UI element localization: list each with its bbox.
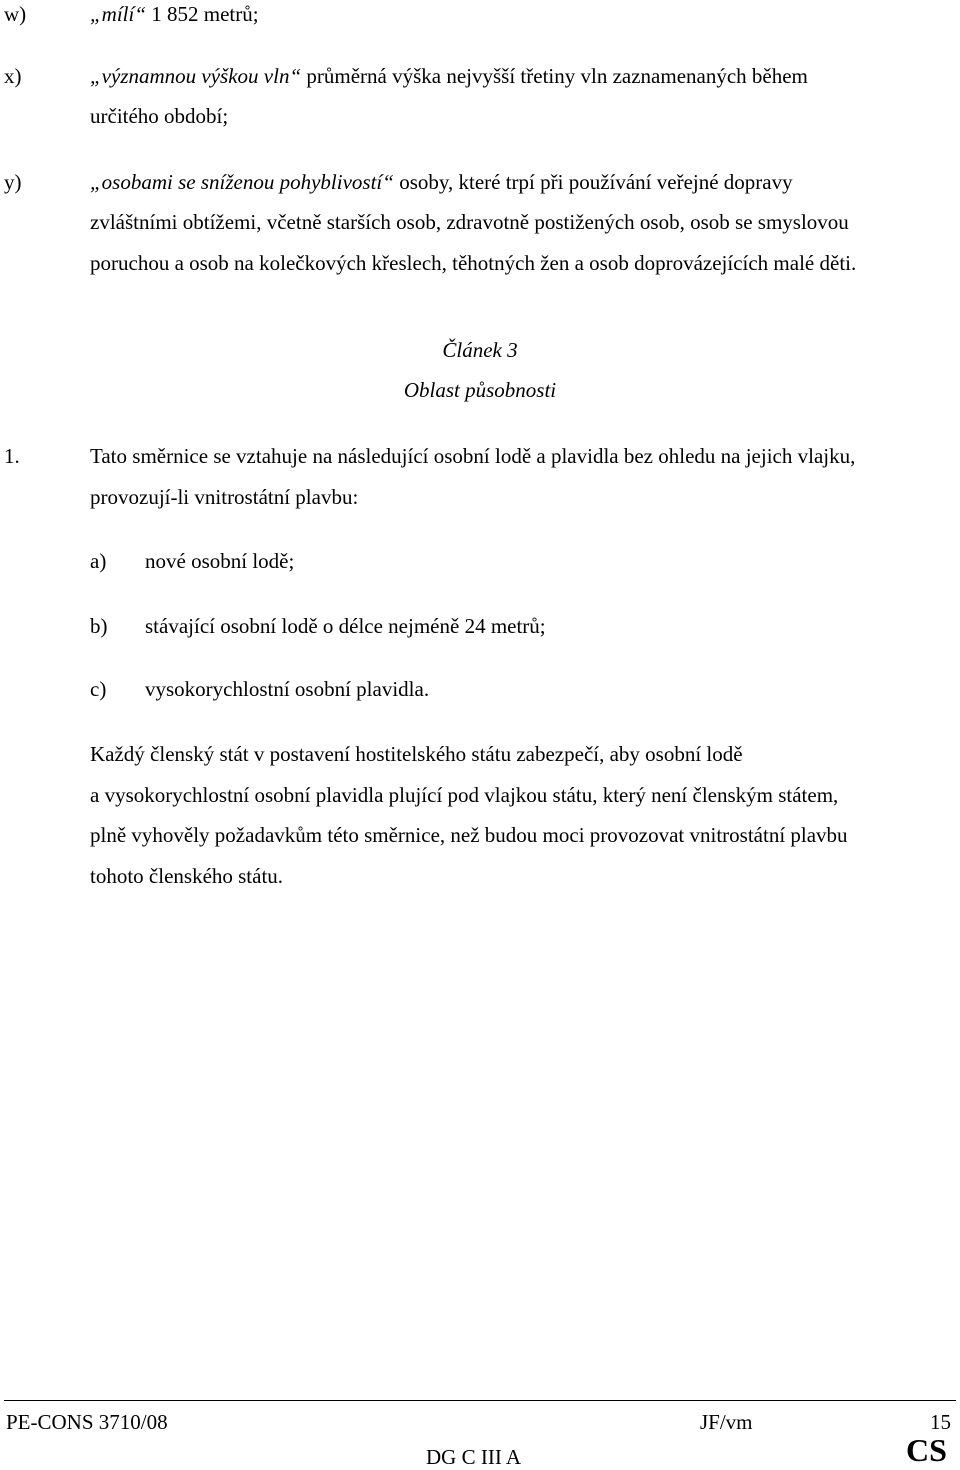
closing-line: Každý členský stát v postavení hostitelského státu zabezpečí, aby osobní lodě [90,742,743,766]
subitem-label: b) [90,614,108,638]
footer-dg: DG C III A [426,1445,522,1469]
footer-doc-ref: PE-CONS 3710/08 [6,1410,168,1434]
subitem-label: c) [90,677,107,701]
footer-rule [4,1400,956,1401]
definition-line: zvláštními obtížemi, včetně starších osob, zdravotně postižených osob, osob se smyslovou [90,210,849,234]
definition-line: poruchou a osob na kolečkových křeslech, těhotných žen a osob doprovázejících malé děti. [90,251,857,275]
item-label: x) [4,64,22,88]
defined-term: „významnou výškou vln“ [90,64,302,88]
item-label: w) [4,2,27,26]
subitem-text: vysokorychlostní osobní plavidla. [145,677,430,701]
footer-initials: JF/vm [700,1410,753,1434]
footer-page-number: 15 [930,1410,951,1434]
closing-line: tohoto členského státu. [90,864,284,888]
article-number: Článek 3 [442,338,518,362]
definition-text: 1 852 metrů; [146,2,259,26]
definition-line: určitého období; [90,104,229,128]
article-title: Oblast působnosti [403,378,557,402]
defined-term: „mílí“ [90,2,147,26]
subitem-label: a) [90,549,107,573]
definition-text: průměrná výška nejvyšší třetiny vln zaznamenaných během [301,64,808,88]
closing-line: a vysokorychlostní osobní plavidla plující pod vlajkou státu, který není členským státem, [90,783,839,807]
definition-line [90,170,793,195]
definition-line [90,2,259,27]
subitem-text: stávající osobní lodě o délce nejméně 24 metrů; [145,614,546,638]
definition-text: osoby, které trpí při používání veřejné dopravy [393,170,793,194]
footer-language: CS [906,1432,947,1468]
item-label: y) [4,170,22,194]
defined-term: „osobami se sníženou pohyblivostí“ [90,170,394,194]
definition-line [90,64,808,89]
subitem-text: nové osobní lodě; [145,549,295,573]
paragraph-number: 1. [4,444,20,468]
paragraph-line: Tato směrnice se vztahuje na následující osobní lodě a plavidla bez ohledu na jejich vlajku, [90,444,856,468]
closing-line: plně vyhověly požadavkům této směrnice, než budou moci provozovat vnitrostátní plavbu [90,823,848,847]
paragraph-line: provozují-li vnitrostátní plavbu: [90,485,359,509]
